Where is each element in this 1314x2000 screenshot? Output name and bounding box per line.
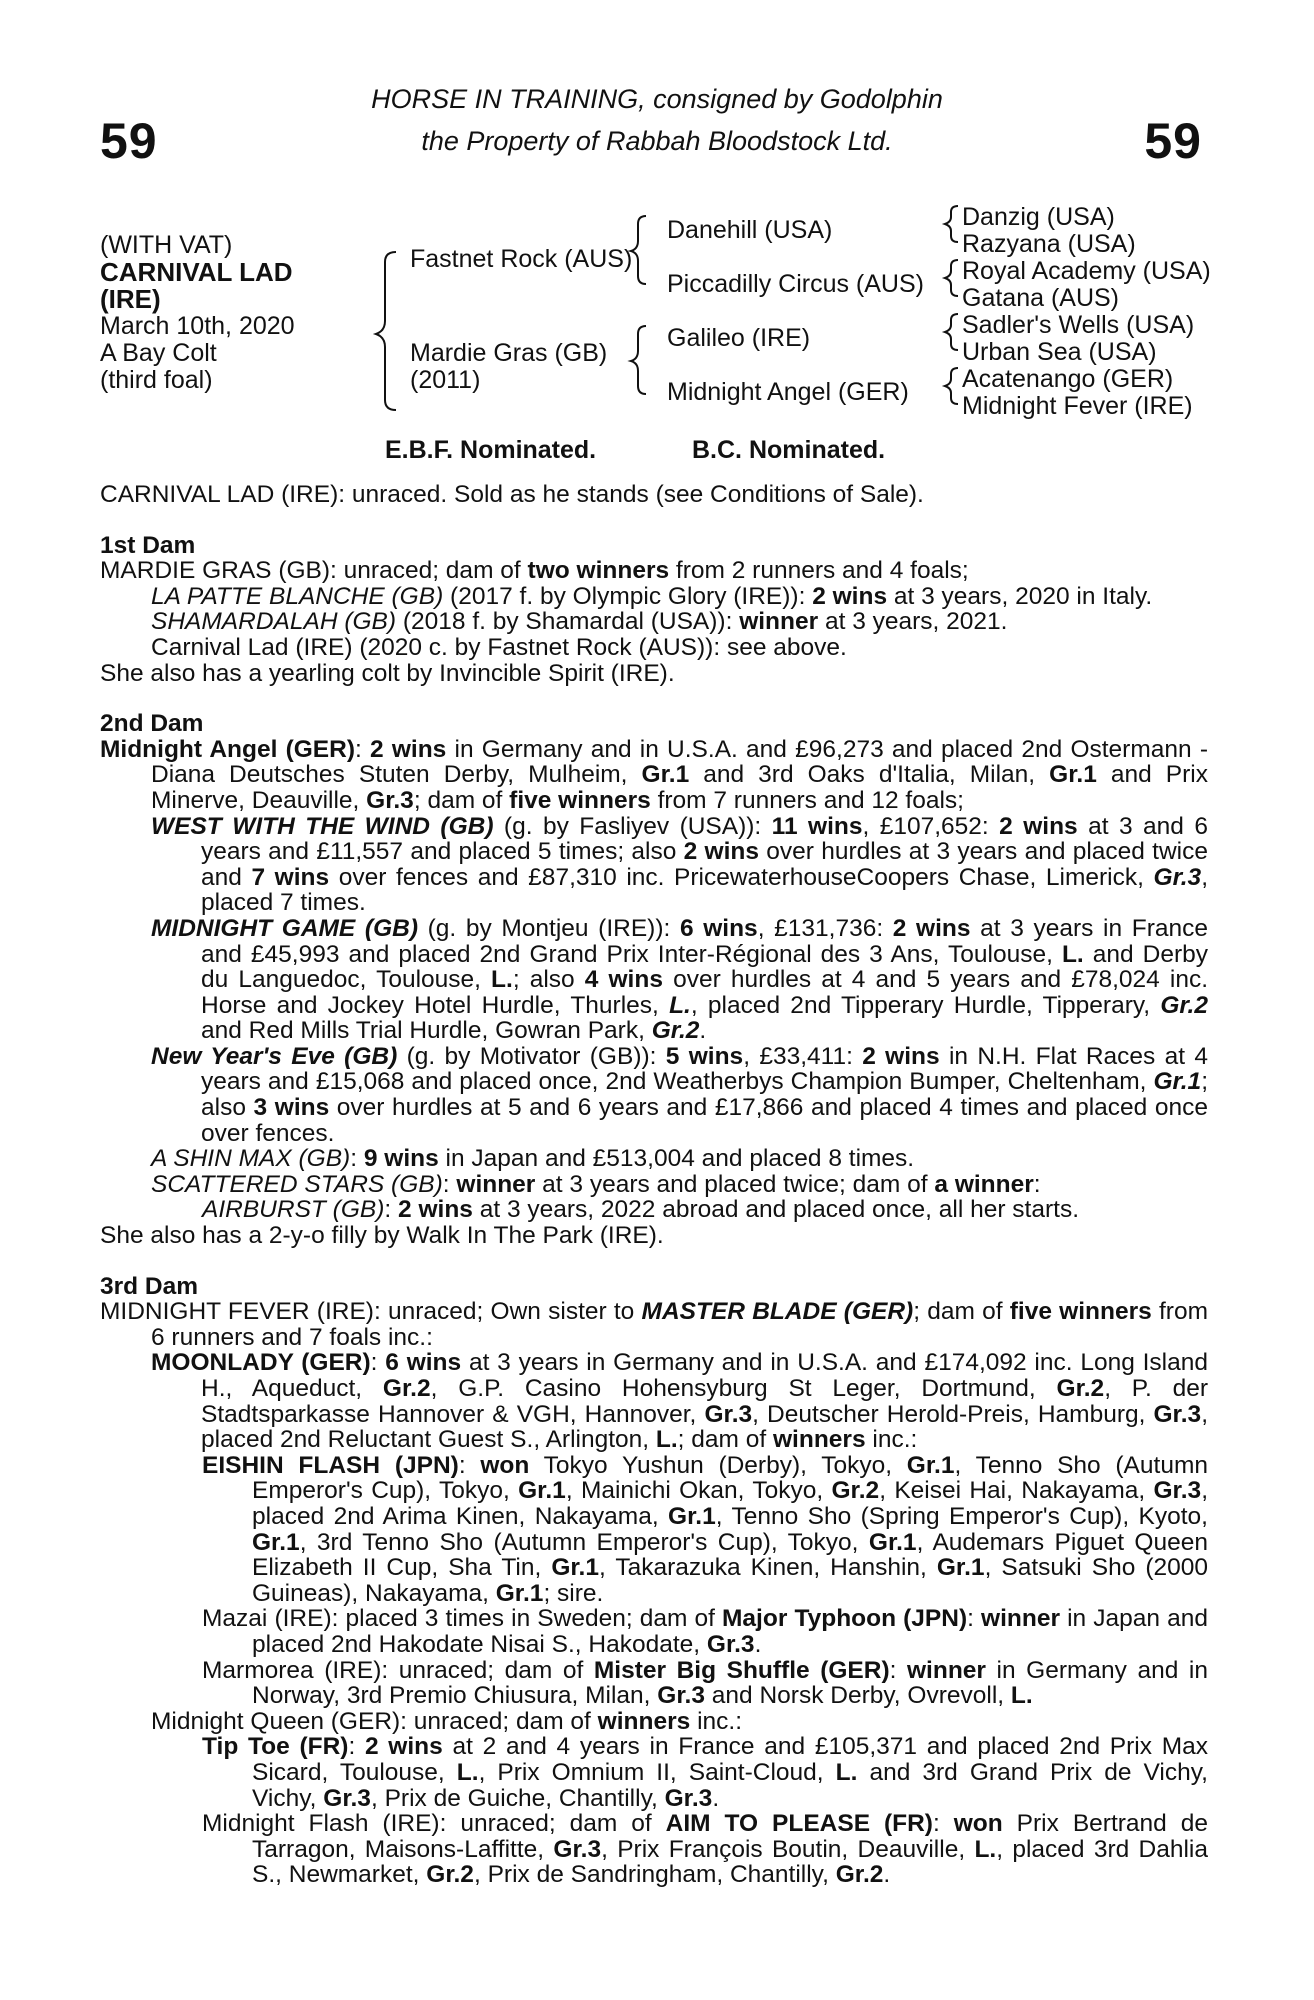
horse-country: (IRE) (100, 284, 161, 314)
produce-marmorea: Marmorea (IRE): unraced; dam of Mister Big Shuffle (GER): winner in Germany and in Norway, 3rd Premio Chiusura, Milan, Gr.3 and Norsk Derby, Ovrevoll, L. (202, 1656, 1208, 1710)
foal-note: (third foal) (100, 366, 213, 394)
produce-tip-toe: Tip Toe (FR): 2 wins at 2 and 4 years in France and £105,371 and placed 2nd Prix Max Sicard, Toulouse, L., Prix Omnium II, Saint-Cloud, L. and 3rd Grand Prix de Vichy, Vichy, Gr.3, Prix de Guiche, Chantilly, Gr.3. (202, 1733, 1208, 1812)
produce-west-with-the-wind: WEST WITH THE WIND (GB) (g. by Fasliyev (USA)): 11 wins, £107,652: 2 wins at 3 and 6 years and £11,557 and placed 5 times; also 2 wins over hurdles at 3 years and placed twice and 7 wins over fences and £87,310 inc. PricewaterhouseCoopers Chase, Limerick, Gr.3, placed 7 times. (151, 812, 1209, 917)
consignor-line: HORSE IN TRAINING, consigned by Godolphin (371, 84, 943, 114)
pedigree-table (100, 200, 1220, 430)
foaling-date: March 10th, 2020 (100, 312, 295, 340)
third-dam-heading: 3rd Dam (100, 1272, 199, 1300)
ggp-1: Danzig (USA) (962, 203, 1115, 231)
produce-carnival-lad: Carnival Lad (IRE) (2020 c. by Fastnet Rock (AUS)): see above. (151, 633, 847, 661)
produce-new-years-eve: New Year's Eve (GB) (g. by Motivator (GB)): 5 wins, £33,411: 2 wins in N.H. Flat Races at 4 years and £15,068 and placed once, 2nd Weatherbys Champion Bumper, Cheltenham, Gr.1; also 3 wins over hurdles at 5 and 6 years and £17,866 and placed 4 times and placed once over fences. (151, 1042, 1209, 1147)
third-dam-para: MIDNIGHT FEVER (IRE): unraced; Own sister to MASTER BLADE (GER); dam of five winners from 6 runners and 7 foals inc.: (100, 1298, 1208, 1351)
produce-scattered-stars: SCATTERED STARS (GB): winner at 3 years and placed twice; dam of a winner: (151, 1170, 1041, 1198)
produce-midnight-game: MIDNIGHT GAME (GB) (g. by Montjeu (IRE)): 6 wins, £131,736: 2 wins at 3 years in France and £45,993 and placed 2nd Grand Prix Inter-Régional des 3 Ans, Toulouse, L. and Derby du Languedoc, Toulouse, L.; also 4 wins over hurdles at 4 and 5 years and £78,024 inc. Horse and Jockey Hotel Hurdle, Thurles, L., placed 2nd Tipperary Hurdle, Tipperary, Gr.2 and Red Mills Trial Hurdle, Gowran Park, Gr.2. (151, 914, 1209, 1045)
ggp-6: Urban Sea (USA) (962, 338, 1157, 366)
property-line: the Property of Rabbah Bloodstock Ltd. (421, 126, 893, 156)
first-dam-yearling: She also has a yearling colt by Invincible Spirit (IRE). (100, 659, 675, 687)
sire-sire: Danehill (USA) (667, 216, 833, 244)
horse-sex: A Bay Colt (100, 339, 217, 367)
dam-sire: Galileo (IRE) (667, 324, 811, 352)
produce-shamardalah: SHAMARDALAH (GB) (2018 f. by Shamardal (USA)): winner at 3 years, 2021. (151, 608, 1008, 636)
produce-midnight-queen: Midnight Queen (GER): unraced; dam of winners inc.: (151, 1707, 743, 1735)
sire-name: Fastnet Rock (AUS) (410, 245, 633, 273)
dam-dam: Midnight Angel (GER) (667, 378, 909, 406)
ggp-8: Midnight Fever (IRE) (962, 392, 1193, 420)
ggp-3: Royal Academy (USA) (962, 257, 1211, 285)
second-dam-para: Midnight Angel (GER): 2 wins in Germany and in U.S.A. and £96,273 and placed 2nd Ostermann - Diana Deutsches Stuten Derby, Mulheim, Gr.1 and 3rd Oaks d'Italia, Milan, Gr.1 and Prix Minerve, Deauville, Gr.3; dam of five winners from 7 runners and 12 foals; (100, 735, 1208, 814)
produce-mazai: Mazai (IRE): placed 3 times in Sweden; dam of Major Typhoon (JPN): winner in Japan and placed 2nd Hakodate Nisai S., Hakodate, Gr.3. (202, 1605, 1208, 1658)
intro-line: CARNIVAL LAD (IRE): unraced. Sold as he stands (see Conditions of Sale). (100, 481, 924, 508)
lot-number-right: 59 (1144, 113, 1202, 169)
sire-dam: Piccadilly Circus (AUS) (667, 270, 924, 298)
ggp-7: Acatenango (GER) (962, 365, 1174, 393)
produce-eishin-flash: EISHIN FLASH (JPN): won Tokyo Yushun (Derby), Tokyo, Gr.1, Tenno Sho (Autumn Emperor's Cup), Tokyo, Gr.1, Mainichi Okan, Tokyo, Gr.2, Keisei Hai, Nakayama, Gr.3, placed 2nd Arima Kinen, Nakayama, Gr.1, Tenno Sho (Spring Emperor's Cup), Kyoto, Gr.1, 3rd Tenno Sho (Autumn Emperor's Cup), Tokyo, Gr.1, Audemars Piguet Queen Elizabeth II Cup, Sha Tin, Gr.1, Takarazuka Kinen, Hanshin, Gr.1, Satsuki Sho (2000 Guineas), Nakayama, Gr.1; sire. (202, 1451, 1209, 1607)
lot-number-left: 59 (100, 113, 158, 169)
first-dam-heading: 1st Dam (100, 531, 196, 559)
vat-note: (WITH VAT) (100, 231, 233, 259)
catalogue-body (100, 482, 1208, 1888)
horse-name: CARNIVAL LAD (100, 257, 293, 287)
produce-midnight-flash: Midnight Flash (IRE): unraced; dam of AIM TO PLEASE (FR): won Prix Bertrand de Tarragon, Maisons-Laffitte, Gr.3, Prix François Boutin, Deauville, L., placed 3rd Dahlia S., Newmarket, Gr.2, Prix de Sandringham, Chantilly, Gr.2. (202, 1810, 1208, 1889)
dam-year: (2011) (410, 366, 481, 394)
produce-a-shin-max: A SHIN MAX (GB): 9 wins in Japan and £513,004 and placed 8 times. (151, 1145, 915, 1173)
ggp-5: Sadler's Wells (USA) (962, 311, 1195, 339)
dam-name: Mardie Gras (GB) (410, 339, 608, 367)
second-dam-filly: She also has a 2-y-o filly by Walk In The Park (IRE). (100, 1222, 664, 1250)
produce-la-patte-blanche: LA PATTE BLANCHE (GB) (2017 f. by Olympic Glory (IRE)): 2 wins at 3 years, 2020 in Italy. (151, 582, 1153, 610)
ebf-nominated: E.B.F. Nominated. (385, 436, 597, 464)
second-dam-heading: 2nd Dam (100, 710, 204, 738)
bc-nominated: B.C. Nominated. (692, 436, 886, 464)
produce-airburst: AIRBURST (GB): 2 wins at 3 years, 2022 abroad and placed once, all her starts. (202, 1196, 1079, 1224)
first-dam-para: MARDIE GRAS (GB): unraced; dam of two winners from 2 runners and 4 foals; (100, 557, 969, 585)
produce-moonlady: MOONLADY (GER): 6 wins at 3 years in Germany and in U.S.A. and £174,092 inc. Long Island H., Aqueduct, Gr.2, G.P. Casino Hohensyburg St Leger, Dortmund, Gr.2, P. der Stadtsparkasse Hannover & VGH, Hannover, Gr.3, Deutscher Herold-Preis, Hamburg, Gr.3, placed 2nd Reluctant Guest S., Arlington, L.; dam of winners inc.: (151, 1349, 1209, 1454)
ggp-2: Razyana (USA) (962, 230, 1136, 258)
ggp-4: Gatana (AUS) (962, 284, 1120, 312)
